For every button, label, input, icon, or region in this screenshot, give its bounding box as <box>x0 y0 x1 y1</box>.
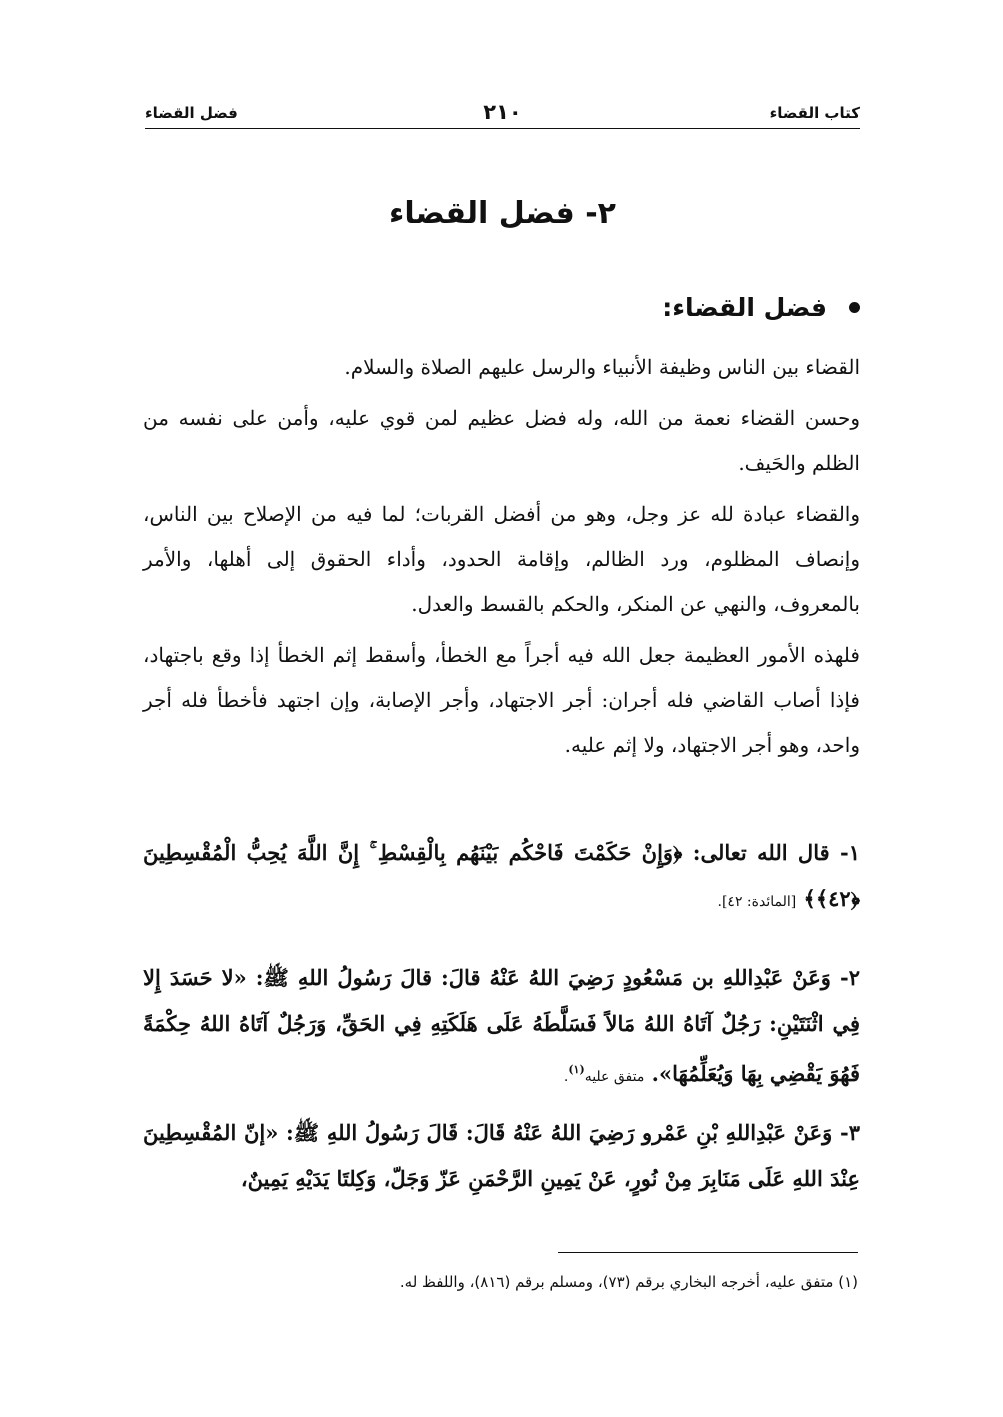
item-end: . <box>563 1069 569 1085</box>
header-book-title: كتاب القضاء <box>769 104 860 122</box>
section-heading-text: فضل القضاء: <box>662 293 827 322</box>
item-text: وَعَنْ عَبْدِاللهِ بْنِ عَمْرو رَضِيَ اللهُ عَنْهُ قَالَ: قَالَ رَسُولُ اللهِ ﷺ: «إنّ المُقْسِطِينَ عِنْدَ اللهِ عَلَى مَنَابِرَ مِنْ نُورٍ، عَنْ يَمِينِ الرَّحْمَنِ عَزّ وَجَلّ، وَكِلتَا يَدَيْهِ يَمِينٌ، <box>143 1120 860 1191</box>
item-text: وَعَنْ عَبْدِاللهِ بن مَسْعُودٍ رَضِيَ اللهُ عَنْهُ قالَ: قالَ رَسُولُ اللهِ ﷺ: «لا حَسَدَ إِلا فِي اثْنَتَيْنِ: رَجُلٌ آتَاهُ اللهُ مَالاً فَسَلَّطَهُ عَلَى هَلَكَتِهِ فِي الحَقِّ، وَرَجُلٌ آتَاهُ اللهُ حِكْمَةً فَهُوَ يَقْضِي بِهَا وَيُعَلِّمُهَا». <box>143 965 860 1086</box>
item-text: قال الله تعالى: ﴿وَإِنْ حَكَمْتَ فَاحْكُم بَيْنَهُم بِالْقِسْطِ ۚ إِنَّ اللَّهَ يُحِبُّ الْمُقْسِطِينَ ﴿٤٢﴾﴾ <box>143 840 860 911</box>
footnote: (١) متفق عليه، أخرجه البخاري برقم (٧٣)، ومسلم برقم (٨١٦)، واللفظ له. <box>399 1273 858 1291</box>
item-number: ٣- <box>840 1120 860 1145</box>
body-text <box>143 345 860 774</box>
footnote-divider <box>558 1252 858 1253</box>
header-divider <box>145 128 860 129</box>
paragraph: وحسن القضاء نعمة من الله، وله فضل عظيم لمن قوي عليه، وأمن على نفسه من الظلم والحَيف. <box>143 406 860 475</box>
chapter-title: ٢- فضل القضاء <box>389 196 616 231</box>
item-number: ٢- <box>840 965 860 990</box>
item-number: ١- <box>840 840 861 865</box>
header-section-title: فضل القضاء <box>145 104 238 122</box>
item-reference: متفق عليه <box>584 1069 645 1085</box>
bullet-icon <box>849 302 860 313</box>
numbered-item-1 <box>143 830 860 925</box>
section-heading <box>662 293 860 322</box>
paragraph: فلهذه الأمور العظيمة جعل الله فيه أجراً مع الخطأ، وأسقط إثم الخطأ إذا وقع باجتهاد، فإذا أصاب القاضي فله أجران: أجر الاجتهاد، وأجر الإصابة، وإن اجتهد فأخطأ فله أجر واحد، وهو أجر الاجتهاد، ولا إثم عليه. <box>143 643 860 757</box>
item-reference: [المائدة: ٤٢]. <box>717 894 797 910</box>
numbered-item-2 <box>143 955 860 1100</box>
footnote-marker: (١) <box>568 1063 585 1076</box>
numbered-item-3 <box>143 1110 860 1202</box>
running-header <box>145 100 860 130</box>
paragraph: والقضاء عبادة لله عز وجل، وهو من أفضل القربات؛ لما فيه من الإصلاح بين الناس، وإنصاف المظلوم، ورد الظالم، وإقامة الحدود، وأداء الحقوق إلى أهلها، والأمر بالمعروف، والنهي عن المنكر، والحكم بالقسط والعدل. <box>143 502 860 616</box>
page-number: ٢١٠ <box>483 100 522 124</box>
paragraph: القضاء بين الناس وظيفة الأنبياء والرسل عليهم الصلاة والسلام. <box>344 355 860 379</box>
